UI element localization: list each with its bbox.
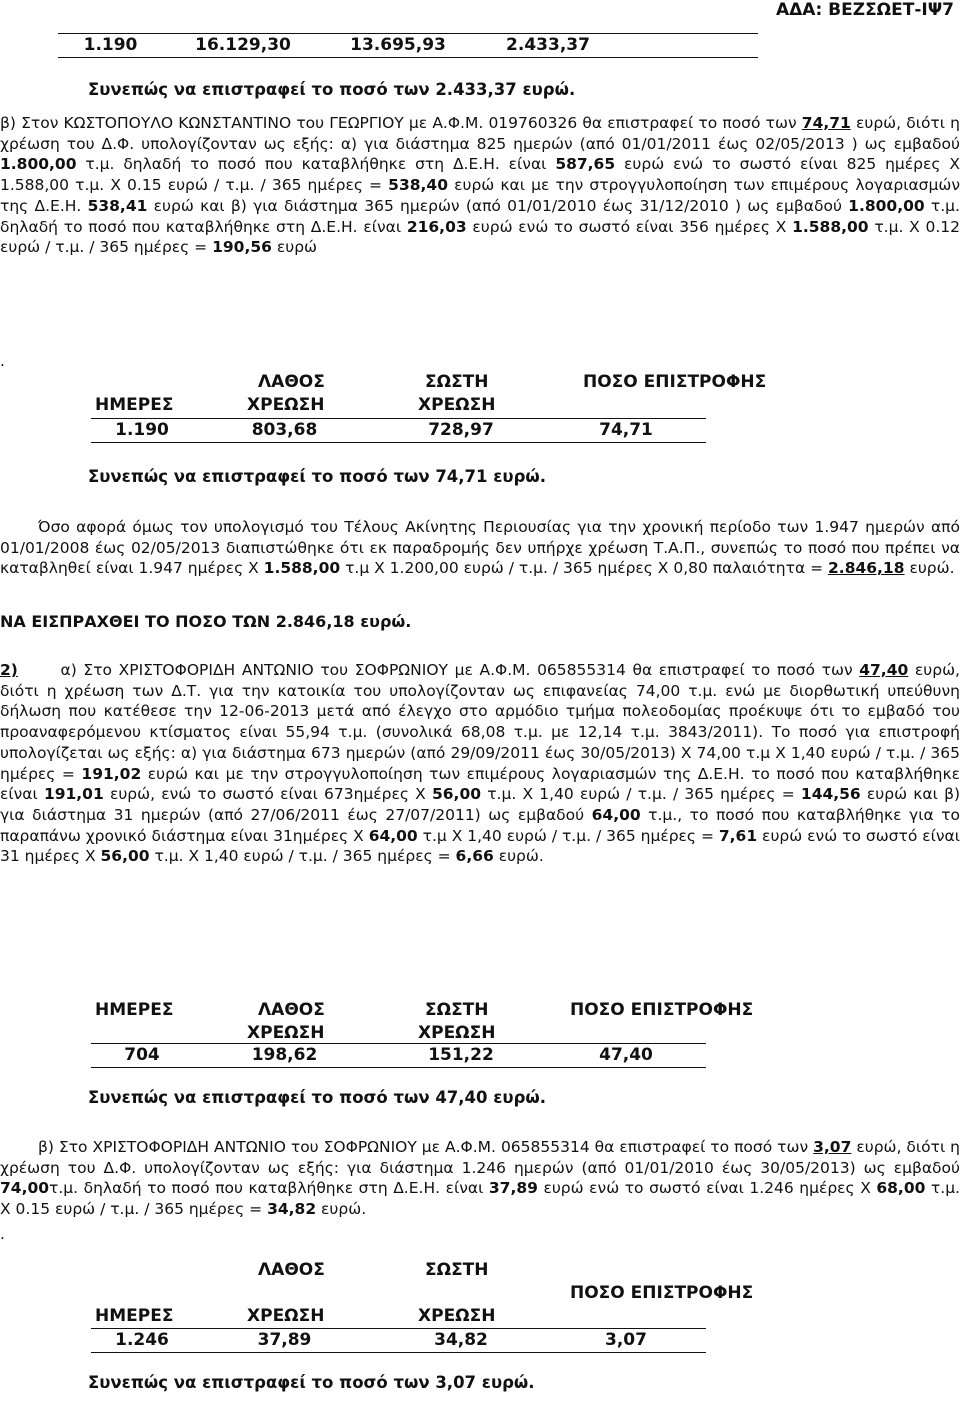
table-row: 704 198,62 151,22 47,40 bbox=[91, 1044, 706, 1068]
conclusion-3: Συνεπώς να επιστραφεί το ποσό των 47,40 ευρώ. bbox=[88, 1088, 546, 1107]
collect-amount: ΝΑ ΕΙΣΠΡΑΧΘΕΙ ΤΟ ΠΟΣΟ ΤΩΝ 2.846,18 ευρώ. bbox=[0, 612, 412, 631]
top-summary-table bbox=[58, 33, 758, 58]
t1-header-refund: ΠΟΣΟ ΕΠΙΣΤΡΟΦΗΣ bbox=[583, 372, 767, 392]
conclusion-4: Συνεπώς να επιστραφεί το ποσό των 3,07 ευρώ. bbox=[88, 1373, 535, 1392]
t1-header-right-1: ΣΩΣΤΗ bbox=[425, 372, 489, 392]
t2-header-wrong-1: ΛΑΘΟΣ bbox=[258, 1000, 325, 1020]
paragraph-b1: β) Στον ΚΩΣΤΟΠΟΥΛΟ ΚΩΝΣΤΑΝΤΙΝΟ του ΓΕΩΡΓΙΟΥ με Α.Φ.Μ. 019760326 θα επιστραφεί το ποσό των 74,71 ευρώ, διότι η χρέωση του Δ.Φ. υπολογίζονταν ως εξής: α) για διάστημα 825 ημερών (από 01/01/2011 έως 02/05/2013 ) ως εμβαδού 1.800,00 τ.μ. δηλαδή το ποσό που καταβλήθηκε στη Δ.Ε.Η. είναι 587,65 ευρώ ενώ το σωστό είναι 825 ημέρες Χ 1.588,00 τ.μ. Χ 0.15 ευρώ / τ.μ. / 365 ημέρες = 538,40 ευρώ και με την στρογγυλοποίηση των επιμέρους λογαριασμών της Δ.Ε.Η. 538,41 ευρώ και β) για διάστημα 365 ημερών (από 01/01/2010 έως 31/12/2010 ) ως εμβαδού 1.800,00 τ.μ. δηλαδή το ποσό που καταβλήθηκε στη Δ.Ε.Η. είναι 216,03 ευρώ ενώ το σωστό είναι 356 ημέρες Χ 1.588,00 τ.μ. Χ 0.12 ευρώ / τ.μ. / 365 ημέρες = 190,56 ευρώ bbox=[0, 114, 960, 257]
t2-header-days: ΗΜΕΡΕΣ bbox=[95, 1000, 174, 1020]
top-days: 1.190 bbox=[58, 34, 163, 58]
table-row: 1.246 37,89 34,82 3,07 bbox=[91, 1329, 706, 1353]
t2-header-right-1: ΣΩΣΤΗ bbox=[425, 1000, 489, 1020]
dot-2: . bbox=[0, 1225, 5, 1243]
table-1 bbox=[91, 418, 706, 443]
conclusion-1: Συνεπώς να επιστραφεί το ποσό των 2.433,37 ευρώ. bbox=[88, 80, 576, 99]
t2-header-refund: ΠΟΣΟ ΕΠΙΣΤΡΟΦΗΣ bbox=[570, 1000, 754, 1020]
t1-header-days: ΗΜΕΡΕΣ bbox=[95, 395, 174, 415]
t3-header-wrong-2: ΧΡΕΩΣΗ bbox=[247, 1306, 325, 1326]
top-wrong: 16.129,30 bbox=[163, 34, 323, 58]
top-refund: 2.433,37 bbox=[473, 34, 623, 58]
table-3 bbox=[91, 1328, 706, 1353]
paragraph-tap: Όσο αφορά όμως τον υπολογισμό του Τέλους Ακίνητης Περιουσίας για την χρονική περίοδο των 1.947 ημερών από 01/01/2008 έως 02/05/2013 διαπιστώθηκε ότι εκ παραδρομής δεν υπήρχε χρέωση Τ.Α.Π., συνεπώς το ποσό που πρέπει να καταβληθεί είναι 1.947 ημέρες Χ 1.588,00 τ.μ Χ 1.200,00 ευρώ / τ.μ. / 365 ημέρες Χ 0,80 παλαιότητα = 2.846,18 ευρώ. bbox=[0, 518, 960, 578]
t3-header-right-2: ΧΡΕΩΣΗ bbox=[418, 1306, 496, 1326]
dot-1: . bbox=[0, 352, 5, 370]
t1-header-wrong-1: ΛΑΘΟΣ bbox=[258, 372, 325, 392]
table-row: 1.190 803,68 728,97 74,71 bbox=[91, 419, 706, 443]
top-right: 13.695,93 bbox=[323, 34, 473, 58]
t1-header-right-2: ΧΡΕΩΣΗ bbox=[418, 395, 496, 415]
paragraph-2b: β) Στο ΧΡΙΣΤΟΦΟΡΙΔΗ ΑΝΤΩΝΙΟ του ΣΟΦΡΩΝΙΟΥ με Α.Φ.Μ. 065855314 θα επιστραφεί το ποσό των 3,07 ευρώ, διότι η χρέωση του Δ.Φ. υπολογίζονταν ως εξής: για διάστημα 1.246 ημερών (από 01/01/2010 έως 30/05/2013) ως εμβαδού 74,00τ.μ. δηλαδή το ποσό που καταβλήθηκε στη Δ.Ε.Η. είναι 37,89 ευρώ ενώ το σωστό είναι 1.246 ημέρες Χ 68,00 τ.μ. Χ 0.15 ευρώ / τ.μ. / 365 ημέρες = 34,82 ευρώ. bbox=[0, 1138, 960, 1219]
ada-code: ΑΔΑ: ΒΕΖΣΩΕΤ-ΙΨ7 bbox=[775, 0, 954, 20]
t2-header-wrong-2: ΧΡΕΩΣΗ bbox=[247, 1023, 325, 1043]
conclusion-2: Συνεπώς να επιστραφεί το ποσό των 74,71 ευρώ. bbox=[88, 467, 546, 486]
t1-header-wrong-2: ΧΡΕΩΣΗ bbox=[247, 395, 325, 415]
t3-header-wrong-1: ΛΑΘΟΣ bbox=[258, 1260, 325, 1280]
paragraph-2a: 2) α) Στο ΧΡΙΣΤΟΦΟΡΙΔΗ ΑΝΤΩΝΙΟ του ΣΟΦΡΩΝΙΟΥ με Α.Φ.Μ. 065855314 θα επιστραφεί το ποσό των 47,40 ευρώ, διότι η χρέωση των Δ.Τ. για την κατοικία του υπολογίζονταν ως επιφανείας 74,00 τ.μ. ενώ με διορθωτική υπεύθυνη δήλωση που κατέθεσε την 12-06-2013 μετά από έλεγχο στο αρμόδιο τμήμα πολεοδομίας προέκυψε ότι το εμβαδό του προαναφερόμενου κτίσματος είναι 55,94 τ.μ. (συνολικά 68,08 τ.μ. με 12,14 τ.μ. 3843/2011). Το ποσό για επιστροφή υπολογίζεται ως εξής: α) για διάστημα 673 ημερών (από 29/09/2011 έως 30/05/2013) Χ 74,00 τ.μ Χ 1,40 ευρώ / τ.μ. / 365 ημέρες = 191,02 ευρώ και με την στρογγυλοποίηση των επιμέρους λογαριασμών της Δ.Ε.Η. το ποσό που καταβλήθηκε είναι 191,01 ευρώ, ενώ το σωστό είναι 673ημέρες Χ 56,00 τ.μ. Χ 1,40 ευρώ / τ.μ. / 365 ημέρες = 144,56 ευρώ και β) για διάστημα 31 ημερών (από 27/06/2011 έως 27/07/2011) ως εμβαδού 64,00 τ.μ., το ποσό που καταβλήθηκε για το παραπάνω χρονικό διάστημα είναι 31ημέρες Χ 64,00 τ.μ Χ 1,40 ευρώ / τ.μ. / 365 ημέρες = 7,61 ευρώ ενώ το σωστό είναι 31 ημέρες Χ 56,00 τ.μ. Χ 1,40 ευρώ / τ.μ. / 365 ημέρες = 6,66 ευρώ. bbox=[0, 661, 960, 866]
t3-header-right-1: ΣΩΣΤΗ bbox=[425, 1260, 489, 1280]
t2-header-right-2: ΧΡΕΩΣΗ bbox=[418, 1023, 496, 1043]
table-2 bbox=[91, 1043, 706, 1068]
t3-header-days: ΗΜΕΡΕΣ bbox=[95, 1306, 174, 1326]
t3-header-refund: ΠΟΣΟ ΕΠΙΣΤΡΟΦΗΣ bbox=[570, 1283, 754, 1303]
